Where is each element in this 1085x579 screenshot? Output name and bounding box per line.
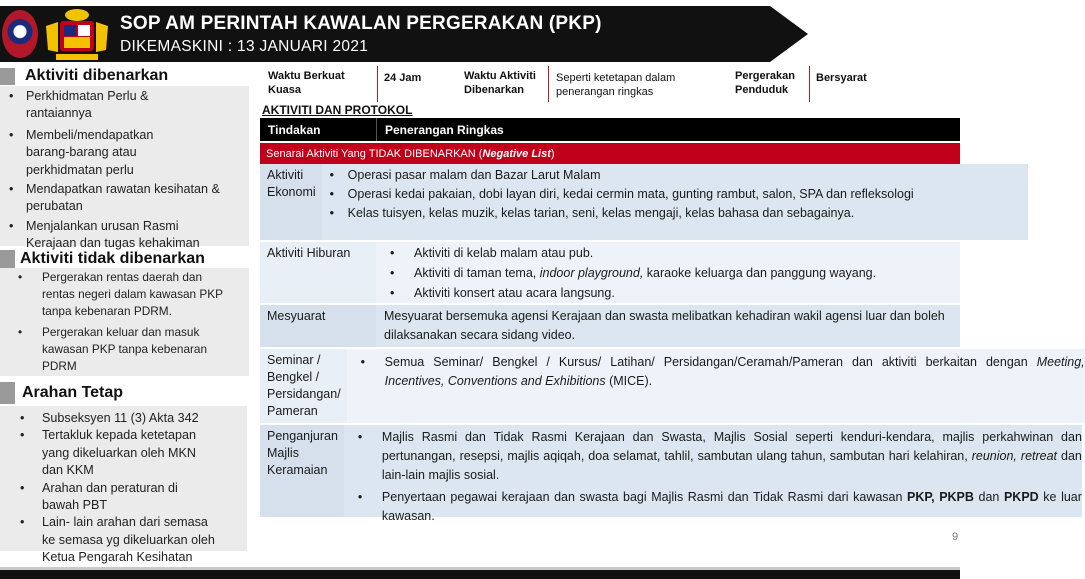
divider (809, 66, 810, 102)
list-item (0, 480, 192, 515)
list-item (0, 514, 222, 566)
list-item (0, 127, 176, 179)
banner-text-end: ) (550, 147, 555, 160)
negative-list-banner (260, 143, 960, 164)
list-item: • Penyertaan pegawai kerajaan dan swasta bagi Majlis Rasmi dan Tidak Rasmi dari kawasan PKP, PKPB dan PKPD ke luar kawasan. (352, 488, 1082, 526)
table-row (260, 349, 1085, 425)
table-header (260, 118, 960, 141)
list-item (0, 324, 237, 375)
allowed-time-label: Waktu Aktiviti Dibenarkan (464, 70, 536, 96)
page-title: SOP AM PERINTAH KAWALAN PERGERAKAN (PKP) (120, 13, 602, 34)
page-number: 9 (952, 531, 959, 543)
row-description (344, 425, 1082, 523)
row-action: Aktiviti Hiburan (260, 242, 376, 303)
list-item-text: Pergerakan keluar dan masuk kawasan PKP tanpa kebenaran PDRM (42, 325, 208, 373)
list-item-text: Perkhidmatan Perlu & rantaiannya (26, 89, 149, 121)
list-item: • Operasi kedai pakaian, dobi layan diri, kedai cermin mata, gunting rambut, salon, SPA dan refleksologi (330, 185, 1028, 204)
list-item-text: Mendapatkan rawatan kesihatan & perubatan (26, 182, 220, 214)
nsc-logo (2, 10, 38, 58)
standing-orders-panel (0, 406, 247, 565)
column-header-description: Penerangan Ringkas (376, 118, 504, 141)
list-item-text: Menjalankan urusan Rasmi Kerajaan dan tugas kehakiman (26, 218, 200, 251)
list-item: • Semua Seminar/ Bengkel / Kursus/ Latihan/ Persidangan/Ceramah/Pameran dan aktiviti berkaitan dengan Meeting, Incentives, Conventions and Exhibitions (MICE). (355, 353, 1085, 391)
list-item (0, 410, 247, 427)
list-item: • Aktiviti di taman tema, indoor playground, karaoke keluarga dan panggung wayang. (384, 263, 960, 283)
list-item-text: Membeli/mendapatkan barang-barang atau perkhidmatan perlu (26, 127, 154, 177)
row-description (347, 349, 1085, 423)
row-action: Mesyuarat (260, 305, 376, 347)
row-action: Penganjuran Majlis Keramaian (260, 425, 344, 517)
list-item (0, 218, 216, 253)
banner-text: Senarai Aktiviti Yang TIDAK DIBENARKAN ( (266, 147, 483, 160)
row-description (376, 305, 960, 347)
list-item (0, 88, 176, 123)
banner-emphasis: Negative List (482, 147, 551, 160)
list-item: • Aktiviti di kelab malam atau pub. (384, 243, 960, 263)
divider (548, 66, 549, 102)
row-description (376, 242, 960, 303)
list-item-text: Subseksyen 11 (3) Akta 342 (42, 411, 199, 425)
row-action: Seminar / Bengkel / Persidangan/ Pameran (260, 349, 347, 423)
allowed-panel (0, 86, 249, 251)
section-title: AKTIVITI DAN PROTOKOL (262, 103, 413, 117)
standing-orders-heading: Arahan Tetap (22, 384, 124, 401)
movement-label: Pergerakan Penduduk (735, 70, 795, 96)
section-marker (0, 250, 15, 268)
effective-time-value: 24 Jam (384, 72, 422, 84)
list-item (0, 427, 212, 479)
list-item-text: Pergerakan rentas daerah dan rentas negeri dalam kawasan PKP tanpa kebenaran PDRM. (42, 270, 223, 318)
not-allowed-heading: Aktiviti tidak dibenarkan (20, 250, 205, 267)
list-item: • Operasi pasar malam dan Bazar Larut Malam (330, 166, 1028, 185)
coat-of-arms-logo (42, 6, 112, 62)
section-marker (0, 68, 15, 85)
list-item (0, 181, 249, 216)
table-row (260, 305, 960, 349)
page-subtitle: DIKEMASKINI : 13 JANUARI 2021 (120, 38, 369, 55)
list-item-text: Tertakluk kepada ketetapan yang dikeluarkan oleh MKN dan KKM (42, 428, 197, 478)
row-action: Aktiviti Ekonomi (260, 164, 322, 240)
row-description (322, 164, 1028, 240)
top-strip (0, 0, 960, 6)
table-row (260, 425, 1082, 523)
table-row (260, 242, 960, 305)
movement-value: Bersyarat (816, 72, 867, 84)
list-item (0, 269, 226, 320)
not-allowed-panel (0, 268, 249, 376)
row-text: Mesyuarat bersemuka agensi Kerajaan dan swasta melibatkan kehadiran wakil agensi luar dan boleh dilaksanakan secara sidang video. (384, 309, 945, 342)
divider (377, 66, 378, 102)
list-item-text: Lain- lain arahan dari semasa ke semasa yg dikeluarkan oleh Ketua Pengarah Kesihatan (42, 515, 215, 565)
column-header-action: Tindakan (268, 122, 321, 137)
list-item: • Kelas tuisyen, kelas muzik, kelas tarian, seni, kelas mengaji, kelas bahasa dan sebagainya. (330, 204, 1028, 223)
table-row (260, 164, 960, 242)
allowed-heading: Aktiviti dibenarkan (25, 67, 169, 84)
protocol-table (260, 118, 1085, 523)
list-item: • Majlis Rasmi dan Tidak Rasmi Kerajaan dan Swasta, Majlis Sosial seperti kenduri-kendara, majlis perkahwinan dan pertunangan, resepsi, majlis aqiqah, doa selamat, tahlil, sambutan ulang tahun, sambutan hari kelahiran, reunion, retreat dan lain-lain majlis sosial. (352, 428, 1082, 485)
allowed-time-value: Seperti ketetapan dalam penerangan ringkas (556, 72, 676, 98)
list-item-text: Arahan dan peraturan di bawah PBT (42, 480, 178, 513)
section-marker (0, 382, 15, 404)
effective-time-label: Waktu Berkuat Kuasa (268, 70, 345, 96)
footer-bar (0, 570, 960, 579)
list-item: • Aktiviti konsert atau acara langsung. (384, 283, 960, 303)
